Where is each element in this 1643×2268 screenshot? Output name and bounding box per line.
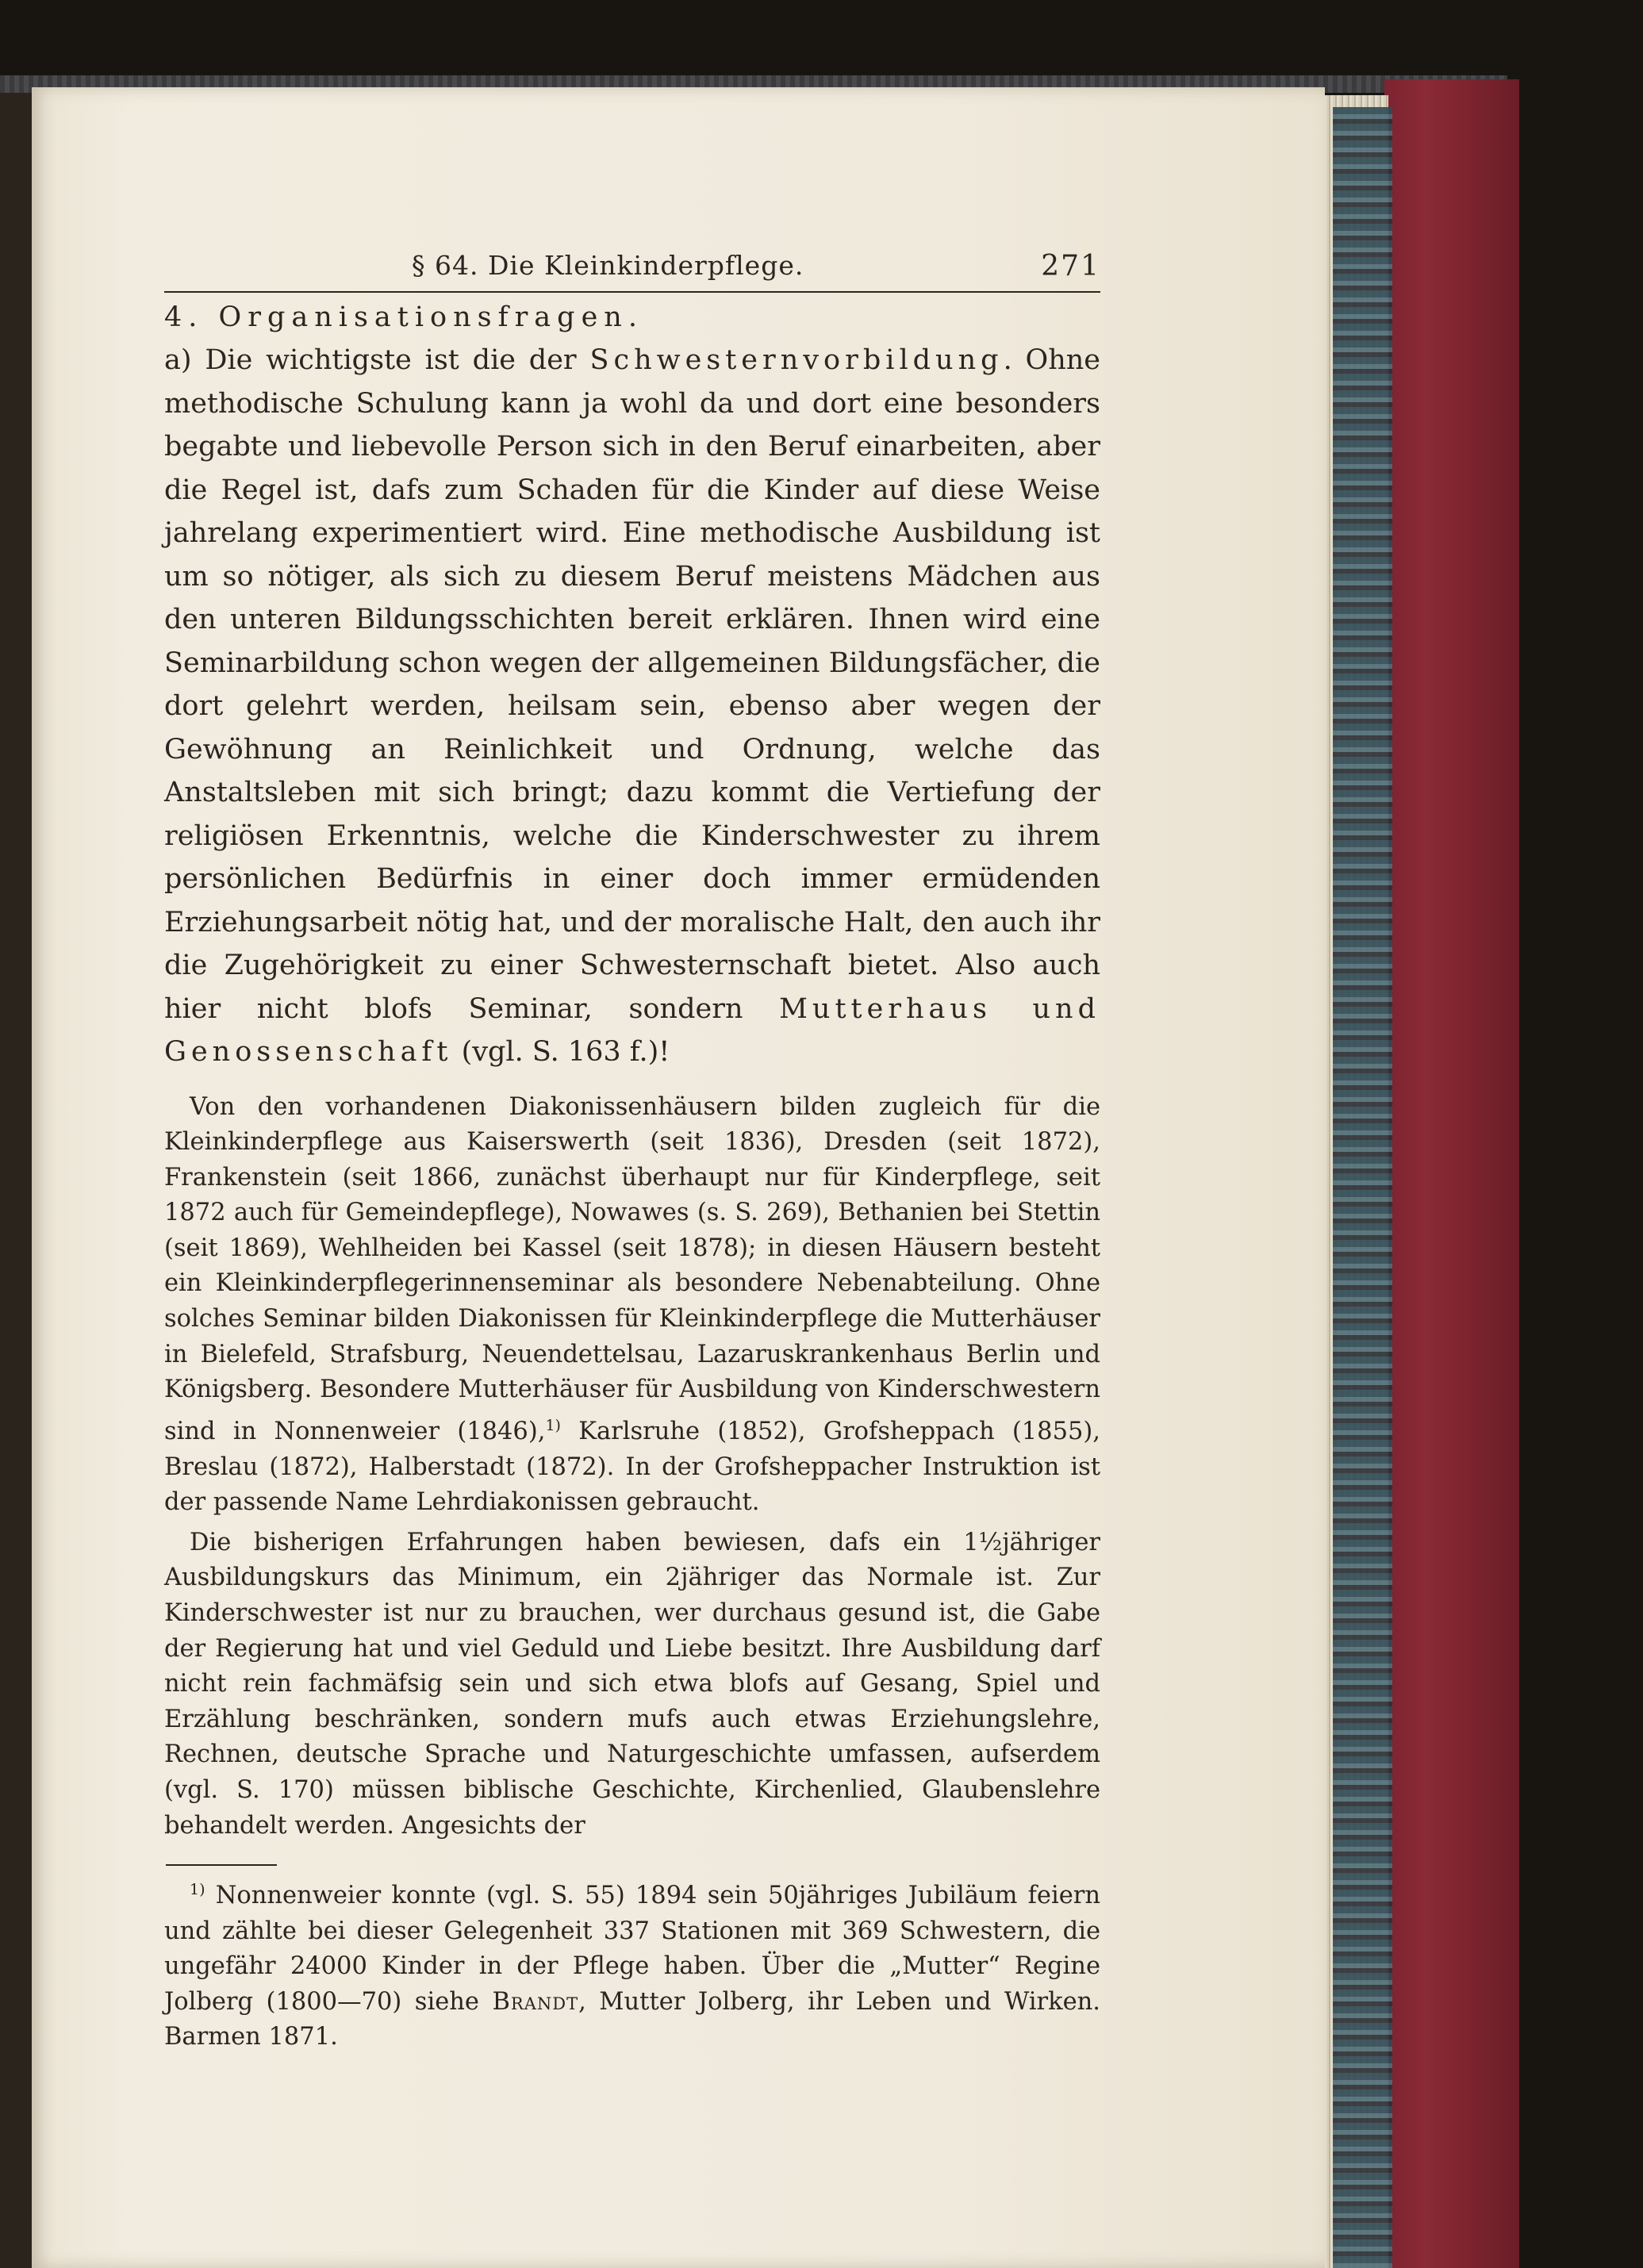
footnote-marker: 1) (190, 1881, 205, 1899)
running-header (164, 250, 1100, 291)
para-body: . Ohne methodische Schulung kann ja wohl da und dort eine besonders begabte und liebevolle Person sich in den Beruf einarbeiten, aber die Regel ist, dafs zum Schaden für die Kinder auf diese Weise jahrelang experimentiert wird. Eine methodische Ausbildung ist um so nötiger, als sich zu diesem Beruf meistens Mädchen aus den unteren Bildungsschichten bereit erklären. Ihnen wird eine Seminarbildung schon wegen der allgemeinen Bildungsfächer, die dort gelehrt werden, heilsam sein, ebenso aber wegen der Gewöhnung an Reinlichkeit und Ordnung, welche das Anstaltsleben mit sich bringt; dazu kommt die Vertiefung der religiösen Erkenntnis, welche die Kinderschwester zu ihrem persönlichen Bedürfnis in einer doch immer ermüdenden Erziehungsarbeit nötig hat, und der moralische Halt, den auch ihr die Zugehörigkeit zu einer Schwesternschaft bietet. Also auch hier nicht blofs Seminar, sondern (164, 344, 1100, 1025)
book-cover-right (1384, 79, 1519, 2268)
footnote (164, 1872, 1100, 2055)
para-intro: a) Die wichtigste ist die der (164, 344, 590, 376)
footnote-reference: 1) (545, 1416, 561, 1434)
small-print (164, 1090, 1100, 1844)
footnote-text-b: , Mutter Jolberg, ihr Leben und Wirken. Barmen 1871. (164, 1987, 1100, 2051)
footnote-paragraph (164, 1872, 1100, 2055)
small-paragraph-2: Die bisherigen Erfahrungen haben bewiesen, dafs ein 1½jähriger Ausbildungskurs das Minimum, ein 2jähriger das Normale ist. Zur Kinderschwester ist nur zu brauchen, wer durchaus gesund ist, die Gabe der Regierung hat und viel Geduld und Liebe besitzt. Ihre Ausbildung darf nicht rein fachmäfsig sein und sich etwa blofs auf Gesang, Spiel und Erzählung beschränken, sondern mufs auch etwas Erziehungslehre, Rechnen, deutsche Sprache und Naturgeschichte umfassen, aufserdem (vgl. S. 170) müssen biblische Geschichte, Kirchenlied, Glaubenslehre behandelt werden. Angesichts der (164, 1528, 1100, 1840)
footnote-text-a: Nonnenweier konnte (vgl. S. 55) 1894 sein 50jähriges Jubiläum feiern und zählte bei dieser Gelegenheit 337 Stationen mit 369 Schwestern, die ungefähr 24000 Kinder in der Pflege haben. Über die „Mutter“ Regine Jolberg (1800—70) siehe (164, 1882, 1100, 2016)
book-cover-left (0, 79, 32, 2268)
emphasis-mutterhaus: Mutterhaus und Genossenschaft (164, 992, 1100, 1068)
footnote-rule (166, 1864, 277, 1866)
main-paragraph (164, 339, 1100, 1074)
emphasis-schwesternvorbildung: Schwesternvorbildung (589, 344, 1004, 376)
para-end: (vgl. S. 163 f.)! (452, 1036, 670, 1068)
main-text (164, 296, 1100, 1074)
small-paragraph-1 (164, 1090, 1100, 1521)
small-para1-a: Von den vorhandenen Diakonissenhäusern bilden zugleich für die Kleinkinderpflege aus Kaiserswerth (seit 1836), Dresden (seit 1872), Frankenstein (seit 1866, zunächst überhaupt nur für Kinderpflege, seit 1872 auch für Gemeindepflege), Nowawes (s. S. 269), Bethanien bei Stettin (seit 1869), Wehlheiden bei Kassel (seit 1878); in diesen Häusern besteht ein Kleinkinderpflegerinnenseminar als besondere Nebenabteilung. Ohne solches Seminar bilden Diakonissen für Kleinkinderpflege die Mutterhäuser in Bielefeld, Strafsburg, Neuendettelsau, Lazaruskrankenhaus Berlin und Königsberg. Besondere Mutterhäuser für Ausbildung von Kinderschwestern sind in Nonnenweier (1846), (164, 1092, 1100, 1445)
footnote-author: Brandt (492, 1987, 579, 2016)
running-title: § 64. Die Kleinkinderpflege. (412, 250, 804, 281)
page-number: 271 (1041, 250, 1100, 282)
page-text (164, 250, 1100, 2055)
marbled-endpaper (1333, 107, 1392, 2268)
header-rule (164, 291, 1100, 293)
small-para1-b: Karlsruhe (1852), Grofsheppach (1855), Breslau (1872), Halberstadt (1872). In der Grofsheppacher Instruktion ist der passende Name Lehrdiakonissen gebraucht. (164, 1418, 1100, 1517)
section-heading: 4. Organisationsfragen. (164, 301, 643, 333)
